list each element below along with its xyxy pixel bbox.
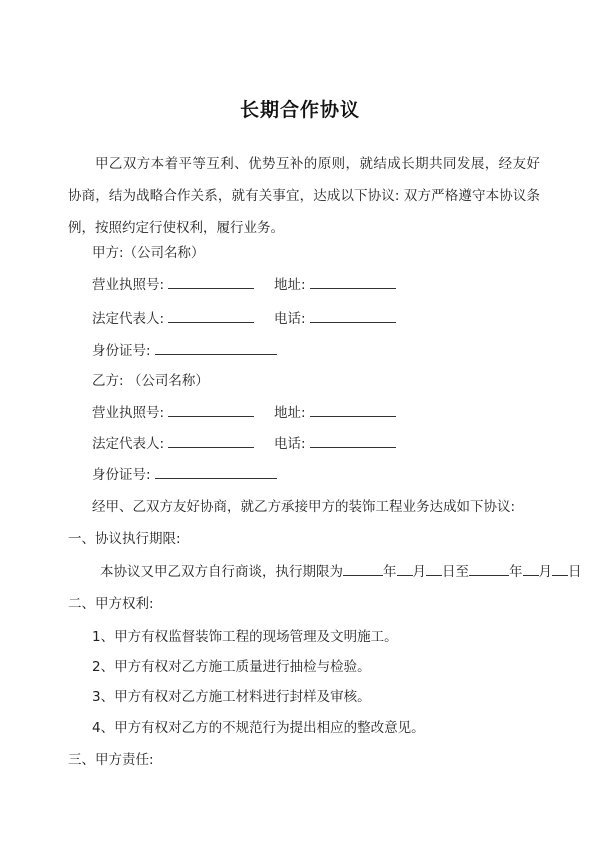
intro-paragraph: 甲乙双方本着平等互利、优势互补的原则，就结成长期共同发展，经友好协商，结为战略合作关系，就有关事宜，达成以下协议: 双方严格遵守本协议条例，按照约定行使权利，履行业务。 [68,156,540,236]
party-b-license-row [92,404,254,422]
party-a-id-label: 身份证号: [92,343,151,359]
party-b-legal-rep-row [92,435,254,453]
section-3-heading: 三、甲方责任: [68,752,154,768]
party-a-id-blank[interactable] [155,342,277,355]
end-month-label: 月 [538,564,552,580]
party-a-id-row [92,342,277,360]
party-b-id-blank[interactable] [155,466,277,479]
party-a-license-label: 营业执照号: [92,277,165,293]
section-1-heading: 一、协议执行期限: [68,531,181,547]
start-day-blank[interactable] [426,563,442,576]
party-a-legal-rep-label: 法定代表人: [92,311,165,327]
party-b-legal-rep-label: 法定代表人: [92,436,165,452]
party-a-phone-label: 电话: [274,311,306,327]
party-a-legal-rep-blank[interactable] [168,310,254,323]
party-a-license-blank[interactable] [168,276,254,289]
party-a-license-row [92,276,254,294]
party-a-address-label: 地址: [274,277,306,293]
end-year-label: 年 [509,564,523,580]
party-b-phone-blank[interactable] [310,435,396,448]
end-day-blank[interactable] [552,563,568,576]
party-a-address-blank[interactable] [310,276,396,289]
end-month-blank[interactable] [523,563,539,576]
agreement-intro-line: 经甲、乙双方友好协商，就乙方承接甲方的装饰工程业务达成如下协议: [92,499,516,515]
party-b-address-row [274,404,396,422]
party-b-license-label: 营业执照号: [92,405,165,421]
list-item: 2、甲方有权对乙方施工质量进行抽检与检验。 [92,659,371,675]
start-month-label: 月 [412,564,426,580]
party-b-address-blank[interactable] [310,404,396,417]
end-day-label: 日 [568,564,582,580]
start-month-blank[interactable] [397,563,413,576]
section-2-heading: 二、甲方权利: [68,596,154,612]
party-b-heading: 乙方: （公司名称） [92,373,209,389]
list-item: 1、甲方有权监督装饰工程的现场管理及文明施工。 [92,629,398,645]
party-b-legal-rep-blank[interactable] [168,435,254,448]
party-b-license-blank[interactable] [168,404,254,417]
term-prefix: 本协议又甲乙双方自行商谈，执行期限为 [100,564,343,580]
term-line [100,563,582,581]
document-title: 长期合作协议 [239,99,360,121]
party-a-address-row [274,276,396,294]
start-year-label: 年 [383,564,397,580]
party-b-id-row [92,466,277,484]
end-year-blank[interactable] [469,563,509,576]
start-year-blank[interactable] [343,563,383,576]
party-a-heading: 甲方:（公司名称） [92,245,205,261]
start-day-to-label: 日至 [442,564,469,580]
list-item: 4、甲方有权对乙方的不规范行为提出相应的整改意见。 [92,720,425,736]
party-a-phone-blank[interactable] [310,310,396,323]
party-b-id-label: 身份证号: [92,467,151,483]
party-a-legal-rep-row [92,310,254,328]
party-a-phone-row [274,310,396,328]
party-b-address-label: 地址: [274,405,306,421]
party-b-phone-label: 电话: [274,436,306,452]
list-item: 3、甲方有权对乙方施工材料进行封样及审核。 [92,689,371,705]
party-b-phone-row [274,435,396,453]
